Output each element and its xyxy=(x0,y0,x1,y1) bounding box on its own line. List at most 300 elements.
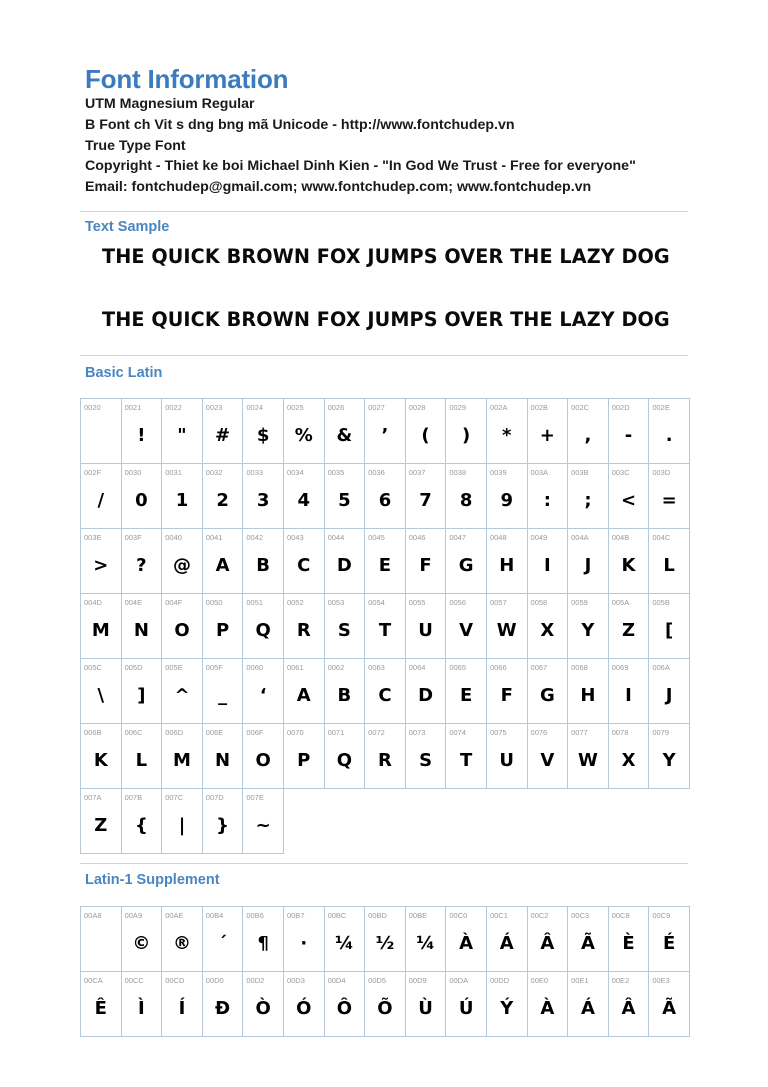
glyph-codepoint: 00E3 xyxy=(652,976,670,985)
glyph-cell xyxy=(568,907,609,972)
glyph-codepoint: 006C xyxy=(124,728,143,737)
glyph-codepoint: 002C xyxy=(571,403,590,412)
section-title-basic-latin: Basic Latin xyxy=(85,365,163,381)
glyph-row xyxy=(81,789,690,854)
glyph-character: E xyxy=(378,555,392,576)
glyph-character: À xyxy=(540,998,555,1019)
glyph-codepoint: 004B xyxy=(611,533,630,542)
glyph-character: R xyxy=(378,750,392,771)
glyph-character: ] xyxy=(137,685,146,706)
glyph-codepoint: 005F xyxy=(205,663,223,672)
glyph-character: J xyxy=(665,685,673,706)
glyph-cell xyxy=(487,594,528,659)
glyph-cell xyxy=(649,464,690,529)
glyph-cell xyxy=(81,659,122,724)
glyph-cell xyxy=(325,907,366,972)
glyph-character: F xyxy=(419,555,432,576)
glyph-character: ^ xyxy=(174,685,190,706)
glyph-character: * xyxy=(502,425,512,446)
glyph-cell xyxy=(243,659,284,724)
glyph-cell xyxy=(528,529,569,594)
glyph-cell xyxy=(122,464,163,529)
glyph-codepoint: 003A xyxy=(530,468,549,477)
glyph-cell xyxy=(81,529,122,594)
glyph-character: O xyxy=(174,620,190,641)
glyph-character: X xyxy=(540,620,555,641)
glyph-cell xyxy=(446,464,487,529)
glyph-codepoint: 00E0 xyxy=(530,976,549,985)
glyph-character: ´ xyxy=(218,933,228,954)
glyph-cell xyxy=(487,529,528,594)
glyph-cell xyxy=(243,907,284,972)
glyph-codepoint: 004F xyxy=(165,598,183,607)
glyph-cell xyxy=(122,529,163,594)
glyph-character: 7 xyxy=(419,490,432,511)
glyph-cell xyxy=(487,907,528,972)
glyph-character: & xyxy=(336,425,353,446)
glyph-codepoint: 0055 xyxy=(408,598,426,607)
glyph-character: K xyxy=(93,750,108,771)
glyph-codepoint: 0062 xyxy=(327,663,345,672)
glyph-codepoint: 00E2 xyxy=(611,976,630,985)
glyph-codepoint: 004A xyxy=(571,533,589,542)
glyph-character: . xyxy=(665,425,673,446)
glyph-row xyxy=(81,399,690,464)
glyph-cell xyxy=(446,529,487,594)
glyph-character: ) xyxy=(462,425,471,446)
glyph-cell xyxy=(649,659,690,724)
glyph-character: E xyxy=(459,685,473,706)
glyph-codepoint: 0032 xyxy=(205,468,223,477)
glyph-cell xyxy=(284,399,325,464)
glyph-codepoint: 00DA xyxy=(449,976,469,985)
glyph-character: 9 xyxy=(500,490,513,511)
glyph-codepoint: 0042 xyxy=(246,533,264,542)
glyph-codepoint: 00D4 xyxy=(327,976,346,985)
glyph-row xyxy=(81,659,690,724)
glyph-character: | xyxy=(178,815,186,836)
glyph-codepoint: 00D0 xyxy=(205,976,224,985)
glyph-character: { xyxy=(134,815,148,836)
glyph-codepoint: 00BE xyxy=(408,911,428,920)
glyph-codepoint: 003D xyxy=(652,468,671,477)
glyph-character: " xyxy=(177,425,187,446)
glyph-cell xyxy=(243,724,284,789)
glyph-codepoint: 0045 xyxy=(368,533,385,542)
glyph-character: Ô xyxy=(336,998,353,1019)
glyph-codepoint: 0026 xyxy=(327,403,345,412)
glyph-codepoint: 0020 xyxy=(84,403,101,412)
glyph-codepoint: 007E xyxy=(246,793,264,802)
glyph-character: C xyxy=(297,555,311,576)
glyph-character: Y xyxy=(581,620,595,641)
glyph-character: M xyxy=(91,620,110,641)
glyph-cell xyxy=(365,972,406,1037)
glyph-character: D xyxy=(336,555,352,576)
glyph-character: Á xyxy=(499,933,514,954)
glyph-row xyxy=(81,972,690,1037)
glyph-codepoint: 00CC xyxy=(124,976,144,985)
glyph-cell xyxy=(446,659,487,724)
glyph-cell xyxy=(325,724,366,789)
glyph-character: + xyxy=(539,425,555,446)
glyph-cell xyxy=(406,724,447,789)
glyph-character: I xyxy=(543,555,551,576)
glyph-cell xyxy=(406,972,447,1037)
glyph-cell xyxy=(528,659,569,724)
glyph-cell xyxy=(406,659,447,724)
glyph-codepoint: 0078 xyxy=(611,728,629,737)
glyph-character: 5 xyxy=(338,490,351,511)
glyph-character: ( xyxy=(421,425,430,446)
glyph-codepoint: 00CA xyxy=(84,976,103,985)
glyph-character: É xyxy=(662,933,676,954)
glyph-character: Â xyxy=(540,933,555,954)
glyph-codepoint: 0069 xyxy=(611,663,629,672)
glyph-codepoint: 0035 xyxy=(327,468,345,477)
glyph-character: 8 xyxy=(459,490,473,511)
glyph-cell xyxy=(203,972,244,1037)
glyph-cell xyxy=(446,907,487,972)
glyph-codepoint: 005D xyxy=(124,663,143,672)
glyph-codepoint: 006A xyxy=(652,663,670,672)
glyph-character: L xyxy=(663,555,675,576)
glyph-codepoint: 0079 xyxy=(652,728,669,737)
glyph-cell xyxy=(203,594,244,659)
glyph-codepoint: 0033 xyxy=(246,468,264,477)
glyph-character: U xyxy=(499,750,515,771)
glyph-cell xyxy=(162,529,203,594)
glyph-codepoint: 0050 xyxy=(205,598,223,607)
glyph-codepoint: 0040 xyxy=(165,533,182,542)
glyph-cell xyxy=(325,529,366,594)
glyph-character: · xyxy=(300,933,308,954)
glyph-character: I xyxy=(625,685,632,706)
glyph-character: 1 xyxy=(175,490,189,511)
glyph-character: _ xyxy=(218,685,228,706)
glyph-cell xyxy=(243,529,284,594)
glyph-cell xyxy=(162,907,203,972)
glyph-codepoint: 0036 xyxy=(368,468,385,477)
glyph-codepoint: 005E xyxy=(165,663,183,672)
glyph-codepoint: 00B7 xyxy=(286,911,305,920)
glyph-character: 3 xyxy=(256,490,270,511)
glyph-cell xyxy=(81,789,122,854)
font-copyright: Copyright - Thiet ke boi Michael Dinh Kien - "In God We Trust - Free for everyone" xyxy=(85,158,636,175)
glyph-cell xyxy=(122,594,163,659)
glyph-codepoint: 0034 xyxy=(286,468,304,477)
glyph-character: © xyxy=(132,933,151,954)
glyph-codepoint: 006D xyxy=(165,728,184,737)
glyph-character: Á xyxy=(580,998,595,1019)
glyph-codepoint: 0054 xyxy=(368,598,385,607)
glyph-character: H xyxy=(499,555,515,576)
glyph-cell xyxy=(365,464,406,529)
glyph-character: @ xyxy=(172,555,191,576)
divider xyxy=(80,211,688,212)
glyph-codepoint: 0070 xyxy=(286,728,304,737)
glyph-codepoint: 002F xyxy=(84,468,102,477)
glyph-cell xyxy=(649,972,690,1037)
glyph-cell xyxy=(203,659,244,724)
glyph-character: , xyxy=(584,425,592,446)
glyph-cell xyxy=(162,464,203,529)
glyph-codepoint: 004C xyxy=(652,533,671,542)
glyph-cell xyxy=(122,659,163,724)
glyph-cell xyxy=(122,724,163,789)
glyph-cell xyxy=(649,724,690,789)
glyph-cell xyxy=(365,724,406,789)
glyph-cell xyxy=(162,972,203,1037)
glyph-character: Z xyxy=(621,620,636,641)
glyph-cell xyxy=(325,972,366,1037)
glyph-character: D xyxy=(418,685,434,706)
text-sample-line-1: THE QUICK BROWN FOX JUMPS OVER THE LAZY DOG xyxy=(102,245,670,268)
glyph-cell xyxy=(365,529,406,594)
glyph-codepoint: 0027 xyxy=(368,403,385,412)
glyph-character: S xyxy=(419,750,433,771)
glyph-character: A xyxy=(296,685,311,706)
glyph-cell xyxy=(487,399,528,464)
glyph-character: Ã xyxy=(580,933,595,954)
font-name: UTM Magnesium Regular xyxy=(85,96,255,112)
glyph-character: G xyxy=(539,685,555,706)
glyph-cell xyxy=(568,464,609,529)
glyph-character: P xyxy=(297,750,311,771)
glyph-cell xyxy=(568,659,609,724)
font-description: B Font ch Vit s dng bng mã Unicode - http://www.fontchudep.vn xyxy=(85,116,515,133)
glyph-character: H xyxy=(580,685,596,706)
glyph-character: J xyxy=(584,555,592,576)
divider xyxy=(80,355,688,356)
glyph-cell xyxy=(81,724,122,789)
glyph-codepoint: 0051 xyxy=(246,598,264,607)
glyph-codepoint: 0060 xyxy=(246,663,264,672)
glyph-codepoint: 00BD xyxy=(368,911,387,920)
glyph-cell xyxy=(649,399,690,464)
glyph-character: N xyxy=(215,750,231,771)
glyph-cell xyxy=(325,659,366,724)
glyph-codepoint: 00AE xyxy=(165,911,184,920)
glyph-cell xyxy=(122,907,163,972)
glyph-character: T xyxy=(378,620,392,641)
glyph-character: Ú xyxy=(458,998,474,1019)
glyph-codepoint: 002A xyxy=(489,403,508,412)
glyph-character: V xyxy=(540,750,555,771)
glyph-cell xyxy=(528,907,569,972)
glyph-character: Ê xyxy=(94,998,107,1019)
glyph-cell xyxy=(162,724,203,789)
glyph-cell xyxy=(81,594,122,659)
glyph-codepoint: 0025 xyxy=(286,403,304,412)
glyph-cell xyxy=(243,399,284,464)
glyph-cell xyxy=(81,907,122,972)
glyph-cell xyxy=(162,659,203,724)
glyph-cell xyxy=(528,724,569,789)
glyph-row xyxy=(81,464,690,529)
glyph-codepoint: 0044 xyxy=(327,533,345,542)
glyph-codepoint: 0061 xyxy=(286,663,304,672)
glyph-codepoint: 00B6 xyxy=(246,911,264,920)
glyph-codepoint: 0059 xyxy=(571,598,588,607)
glyph-character: } xyxy=(216,815,229,836)
glyph-codepoint: 0047 xyxy=(449,533,467,542)
glyph-cell xyxy=(162,399,203,464)
glyph-cell xyxy=(122,789,163,854)
glyph-character: = xyxy=(661,490,677,511)
glyph-character: O xyxy=(255,750,271,771)
glyph-cell xyxy=(162,594,203,659)
glyph-character: C xyxy=(378,685,392,706)
glyph-codepoint: 0056 xyxy=(449,598,467,607)
glyph-cell xyxy=(609,659,650,724)
glyph-character: B xyxy=(337,685,352,706)
glyph-codepoint: 0065 xyxy=(449,663,467,672)
glyph-codepoint: 0071 xyxy=(327,728,345,737)
glyph-codepoint: 0077 xyxy=(571,728,588,737)
glyph-codepoint: 00C3 xyxy=(571,911,590,920)
glyph-character: W xyxy=(577,750,598,771)
glyph-codepoint: 00D3 xyxy=(286,976,305,985)
glyph-character: L xyxy=(135,750,148,771)
glyph-cell xyxy=(203,789,244,854)
glyph-cell xyxy=(406,907,447,972)
glyph-cell xyxy=(203,399,244,464)
glyph-character: ’ xyxy=(381,425,389,446)
glyph-cell xyxy=(568,594,609,659)
divider xyxy=(80,863,688,864)
glyph-character: Ù xyxy=(418,998,433,1019)
glyph-character: Â xyxy=(621,998,636,1019)
glyph-cell xyxy=(649,529,690,594)
glyph-codepoint: 006E xyxy=(205,728,224,737)
glyph-character: R xyxy=(296,620,311,641)
glyph-codepoint: 00D5 xyxy=(368,976,387,985)
glyph-character: Q xyxy=(255,620,271,641)
glyph-cell xyxy=(487,724,528,789)
glyph-character: Ì xyxy=(138,998,145,1019)
glyph-cell xyxy=(81,972,122,1037)
glyph-character: ¼ xyxy=(416,933,435,954)
glyph-codepoint: 00C9 xyxy=(652,911,671,920)
latin1-supplement-glyph-grid xyxy=(80,906,690,1037)
glyph-cell xyxy=(446,594,487,659)
glyph-cell xyxy=(609,399,650,464)
glyph-codepoint: 003F xyxy=(124,533,142,542)
glyph-cell xyxy=(406,464,447,529)
glyph-cell xyxy=(609,529,650,594)
glyph-codepoint: 0030 xyxy=(124,468,142,477)
glyph-codepoint: 0066 xyxy=(489,663,507,672)
glyph-character: Đ xyxy=(215,998,231,1019)
glyph-character: / xyxy=(97,490,105,511)
glyph-codepoint: 0023 xyxy=(205,403,223,412)
glyph-codepoint: 0058 xyxy=(530,598,548,607)
glyph-row xyxy=(81,594,690,659)
glyph-cell xyxy=(365,907,406,972)
glyph-character: Y xyxy=(662,750,676,771)
glyph-cell xyxy=(609,724,650,789)
glyph-cell xyxy=(528,399,569,464)
glyph-codepoint: 007A xyxy=(84,793,102,802)
glyph-codepoint: 0067 xyxy=(530,663,548,672)
glyph-cell xyxy=(609,464,650,529)
glyph-row xyxy=(81,907,690,972)
font-info xyxy=(85,94,636,198)
glyph-character: A xyxy=(215,555,230,576)
glyph-character: % xyxy=(294,425,313,446)
glyph-character: ½ xyxy=(375,933,395,954)
glyph-cell xyxy=(203,529,244,594)
glyph-character: G xyxy=(458,555,474,576)
glyph-codepoint: 003C xyxy=(611,468,630,477)
glyph-codepoint: 00A9 xyxy=(124,911,143,920)
glyph-codepoint: 003B xyxy=(571,468,589,477)
glyph-codepoint: 0063 xyxy=(368,663,385,672)
glyph-codepoint: 0037 xyxy=(408,468,426,477)
glyph-cell xyxy=(406,594,447,659)
glyph-codepoint: 00D2 xyxy=(246,976,265,985)
glyph-cell xyxy=(284,464,325,529)
glyph-codepoint: 00D9 xyxy=(408,976,427,985)
glyph-codepoint: 007D xyxy=(205,793,224,802)
glyph-cell xyxy=(81,399,122,464)
glyph-cell xyxy=(325,399,366,464)
glyph-codepoint: 0076 xyxy=(530,728,548,737)
glyph-cell xyxy=(568,399,609,464)
glyph-cell xyxy=(446,724,487,789)
glyph-codepoint: 00E1 xyxy=(571,976,589,985)
glyph-character: ! xyxy=(137,425,146,446)
glyph-cell xyxy=(365,399,406,464)
glyph-character: Õ xyxy=(377,998,393,1019)
glyph-codepoint: 0049 xyxy=(530,533,548,542)
font-type: True Type Font xyxy=(85,137,186,154)
glyph-character: ; xyxy=(584,490,592,511)
section-title-text-sample: Text Sample xyxy=(85,219,170,235)
glyph-cell xyxy=(609,594,650,659)
glyph-character: 0 xyxy=(135,490,148,511)
text-sample-line-2: THE QUICK BROWN FOX JUMPS OVER THE LAZY DOG xyxy=(102,308,670,331)
glyph-cell xyxy=(487,972,528,1037)
glyph-codepoint: 007B xyxy=(124,793,143,802)
glyph-cell xyxy=(243,464,284,529)
glyph-character: U xyxy=(418,620,433,641)
glyph-cell xyxy=(203,464,244,529)
glyph-character: X xyxy=(621,750,636,771)
glyph-cell xyxy=(284,659,325,724)
glyph-codepoint: 0052 xyxy=(286,598,304,607)
glyph-codepoint: 003E xyxy=(84,533,102,542)
glyph-cell xyxy=(365,594,406,659)
glyph-cell xyxy=(284,972,325,1037)
glyph-character: # xyxy=(215,425,231,446)
glyph-codepoint: 0031 xyxy=(165,468,182,477)
glyph-character: Z xyxy=(94,815,108,836)
glyph-character: È xyxy=(622,933,635,954)
glyph-cell xyxy=(568,529,609,594)
glyph-cell xyxy=(325,464,366,529)
glyph-character: À xyxy=(459,933,474,954)
glyph-codepoint: 0068 xyxy=(571,663,588,672)
glyph-character: P xyxy=(215,620,230,641)
glyph-codepoint: 0041 xyxy=(205,533,223,542)
glyph-character: Ý xyxy=(500,998,514,1019)
glyph-codepoint: 0048 xyxy=(489,533,507,542)
glyph-character: 4 xyxy=(297,490,311,511)
glyph-character: ¼ xyxy=(335,933,354,954)
glyph-cell xyxy=(609,972,650,1037)
